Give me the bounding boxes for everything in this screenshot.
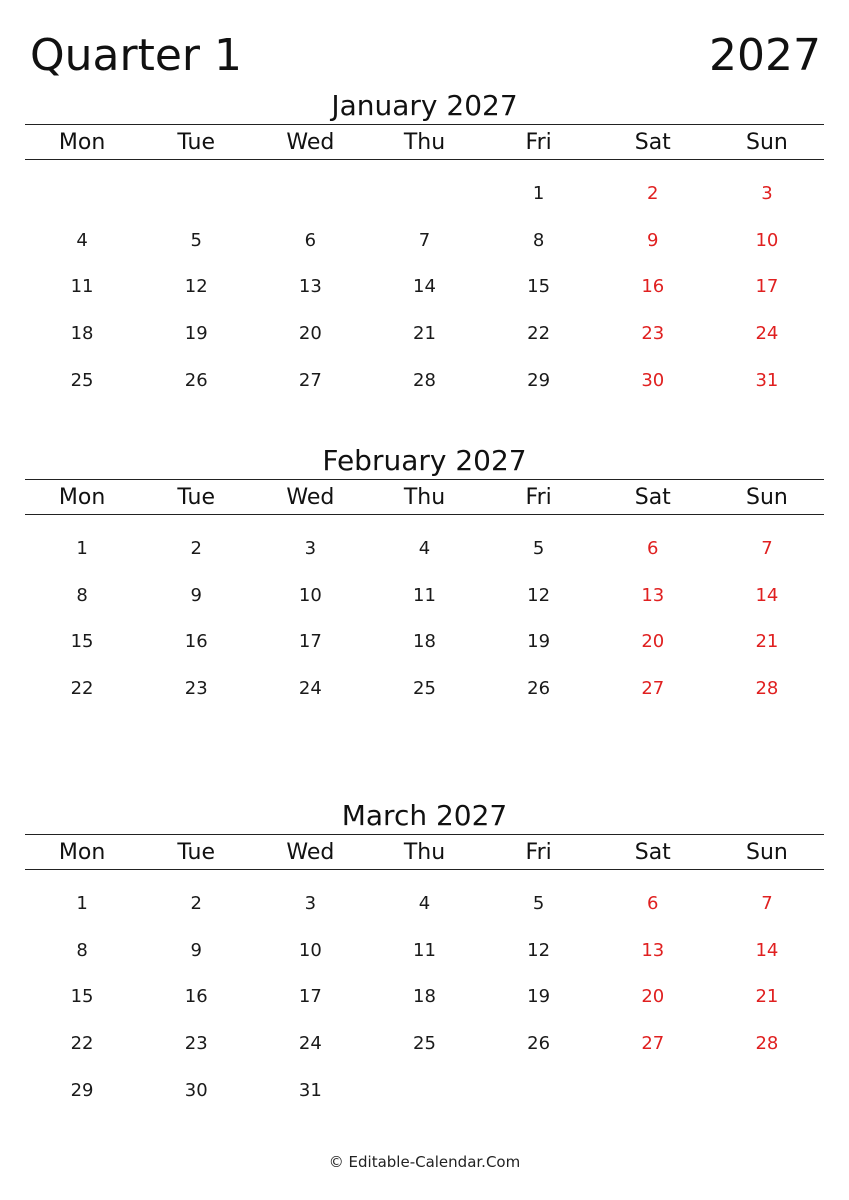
day-cell: 23 — [184, 1033, 208, 1055]
weekday-header-row — [25, 124, 824, 160]
day-cell: 9 — [190, 584, 202, 606]
weekday-tue: Tue — [177, 839, 215, 865]
weeks-grid — [25, 515, 824, 712]
day-cell: 10 — [298, 584, 322, 606]
day-cell: 10 — [298, 939, 322, 961]
month-january — [25, 88, 824, 404]
day-cell: 21 — [413, 323, 436, 345]
weekend-day-cell: 23 — [641, 323, 665, 345]
week-row — [25, 310, 824, 357]
day-cell: 22 — [70, 678, 94, 700]
weekday-wed: Wed — [286, 839, 335, 865]
day-cell: 5 — [190, 229, 202, 251]
day-cell: 24 — [298, 1033, 322, 1055]
month-title: January 2027 — [331, 89, 518, 122]
week-row — [25, 927, 824, 974]
day-cell: 14 — [413, 276, 436, 298]
week-row — [25, 357, 824, 404]
day-cell: 31 — [298, 1080, 322, 1102]
footer-copyright: © Editable-Calendar.Com — [328, 1153, 521, 1171]
month-title: February 2027 — [322, 444, 527, 477]
weekday-fri: Fri — [525, 484, 552, 510]
weekday-fri: Fri — [525, 839, 552, 865]
day-cell: 16 — [184, 631, 208, 653]
day-cell: 12 — [527, 939, 551, 961]
weekend-day-cell: 7 — [761, 892, 773, 914]
week-row — [25, 525, 824, 572]
day-cell: 29 — [70, 1080, 94, 1102]
day-cell: 5 — [532, 537, 545, 559]
weekday-sat: Sat — [634, 484, 671, 510]
weekend-day-cell: 30 — [641, 370, 665, 392]
weekend-day-cell: 27 — [641, 1033, 665, 1055]
day-cell: 22 — [70, 1033, 94, 1055]
week-row — [25, 1020, 824, 1067]
month-march — [25, 798, 824, 1114]
weekend-day-cell: 16 — [641, 276, 665, 298]
weekday-thu: Thu — [403, 484, 446, 510]
week-row — [25, 217, 824, 264]
day-cell: 25 — [413, 678, 436, 700]
weekend-day-cell: 7 — [761, 537, 773, 559]
weekday-header-row — [25, 834, 824, 870]
day-cell: 25 — [70, 370, 94, 392]
day-cell: 17 — [298, 631, 322, 653]
day-cell: 12 — [184, 276, 208, 298]
weekend-day-cell: 14 — [755, 584, 779, 606]
weeks-grid — [25, 160, 824, 404]
day-cell: 11 — [413, 584, 436, 606]
day-cell: 26 — [527, 1033, 551, 1055]
day-cell: 20 — [298, 323, 322, 345]
weekday-tue: Tue — [177, 484, 215, 510]
weekday-sun: Sun — [745, 129, 788, 155]
weekday-fri: Fri — [525, 129, 552, 155]
weekend-day-cell: 13 — [641, 939, 665, 961]
weekend-day-cell: 28 — [755, 678, 779, 700]
month-title: March 2027 — [341, 799, 508, 832]
day-cell: 19 — [527, 631, 551, 653]
weekend-day-cell: 31 — [755, 370, 779, 392]
week-row — [25, 974, 824, 1021]
day-cell: 29 — [527, 370, 551, 392]
weekday-header-row — [25, 479, 824, 515]
day-cell: 18 — [70, 323, 94, 345]
weekday-tue: Tue — [177, 129, 215, 155]
weekend-day-cell: 2 — [647, 182, 659, 204]
week-row — [25, 880, 824, 927]
weekday-wed: Wed — [286, 129, 335, 155]
day-cell: 23 — [184, 678, 208, 700]
weekend-day-cell: 21 — [755, 986, 779, 1008]
weekday-sun: Sun — [745, 839, 788, 865]
week-row — [25, 572, 824, 619]
day-cell: 1 — [76, 537, 88, 559]
week-row — [25, 264, 824, 311]
day-cell: 19 — [184, 323, 208, 345]
weekday-mon: Mon — [58, 129, 106, 155]
week-row — [25, 170, 824, 217]
day-cell: 1 — [532, 182, 545, 204]
day-cell: 3 — [304, 537, 317, 559]
day-cell: 30 — [184, 1080, 208, 1102]
day-cell: 8 — [76, 584, 88, 606]
day-cell: 24 — [298, 678, 322, 700]
day-cell: 18 — [413, 986, 436, 1008]
day-cell: 2 — [190, 892, 202, 914]
day-cell: 4 — [418, 537, 431, 559]
day-cell: 5 — [532, 892, 545, 914]
day-cell: 4 — [76, 229, 88, 251]
year-title: 2027 — [709, 30, 821, 81]
weekend-day-cell: 20 — [641, 986, 665, 1008]
day-cell: 2 — [190, 537, 202, 559]
week-row — [25, 665, 824, 712]
day-cell: 19 — [527, 986, 551, 1008]
weekday-sat: Sat — [634, 129, 671, 155]
day-cell: 13 — [298, 276, 322, 298]
day-cell: 12 — [527, 584, 551, 606]
weekend-day-cell: 10 — [755, 229, 779, 251]
weekday-mon: Mon — [58, 484, 106, 510]
weekday-sat: Sat — [634, 839, 671, 865]
day-cell: 15 — [70, 986, 94, 1008]
weekend-day-cell: 27 — [641, 678, 665, 700]
day-cell: 28 — [413, 370, 436, 392]
weekend-day-cell: 14 — [755, 939, 779, 961]
day-cell: 27 — [298, 370, 322, 392]
day-cell: 3 — [304, 892, 317, 914]
day-cell: 17 — [298, 986, 322, 1008]
day-cell: 1 — [76, 892, 88, 914]
weekend-day-cell: 24 — [755, 323, 779, 345]
weekday-mon: Mon — [58, 839, 106, 865]
month-february — [25, 443, 824, 712]
day-cell: 22 — [527, 323, 551, 345]
weekend-day-cell: 28 — [755, 1033, 779, 1055]
weekday-thu: Thu — [403, 839, 446, 865]
weeks-grid — [25, 870, 824, 1114]
day-cell: 9 — [190, 939, 202, 961]
day-cell: 26 — [184, 370, 208, 392]
day-cell: 6 — [304, 229, 317, 251]
day-cell: 25 — [413, 1033, 436, 1055]
weekend-day-cell: 6 — [647, 537, 659, 559]
day-cell: 16 — [184, 986, 208, 1008]
day-cell: 7 — [418, 229, 431, 251]
day-cell: 26 — [527, 678, 551, 700]
day-cell: 4 — [418, 892, 431, 914]
weekend-day-cell: 17 — [755, 276, 779, 298]
weekday-wed: Wed — [286, 484, 335, 510]
weekend-day-cell: 21 — [755, 631, 779, 653]
weekend-day-cell: 6 — [647, 892, 659, 914]
day-cell: 8 — [532, 229, 545, 251]
weekend-day-cell: 3 — [761, 182, 773, 204]
day-cell: 15 — [70, 631, 94, 653]
week-row — [25, 619, 824, 666]
weekday-sun: Sun — [745, 484, 788, 510]
day-cell: 11 — [413, 939, 436, 961]
day-cell: 11 — [70, 276, 94, 298]
weekend-day-cell: 20 — [641, 631, 665, 653]
day-cell: 15 — [527, 276, 551, 298]
day-cell: 18 — [413, 631, 436, 653]
weekday-thu: Thu — [403, 129, 446, 155]
weekend-day-cell: 13 — [641, 584, 665, 606]
weekend-day-cell: 9 — [647, 229, 659, 251]
week-row — [25, 1067, 824, 1114]
quarter-title: Quarter 1 — [30, 30, 242, 81]
day-cell: 8 — [76, 939, 88, 961]
